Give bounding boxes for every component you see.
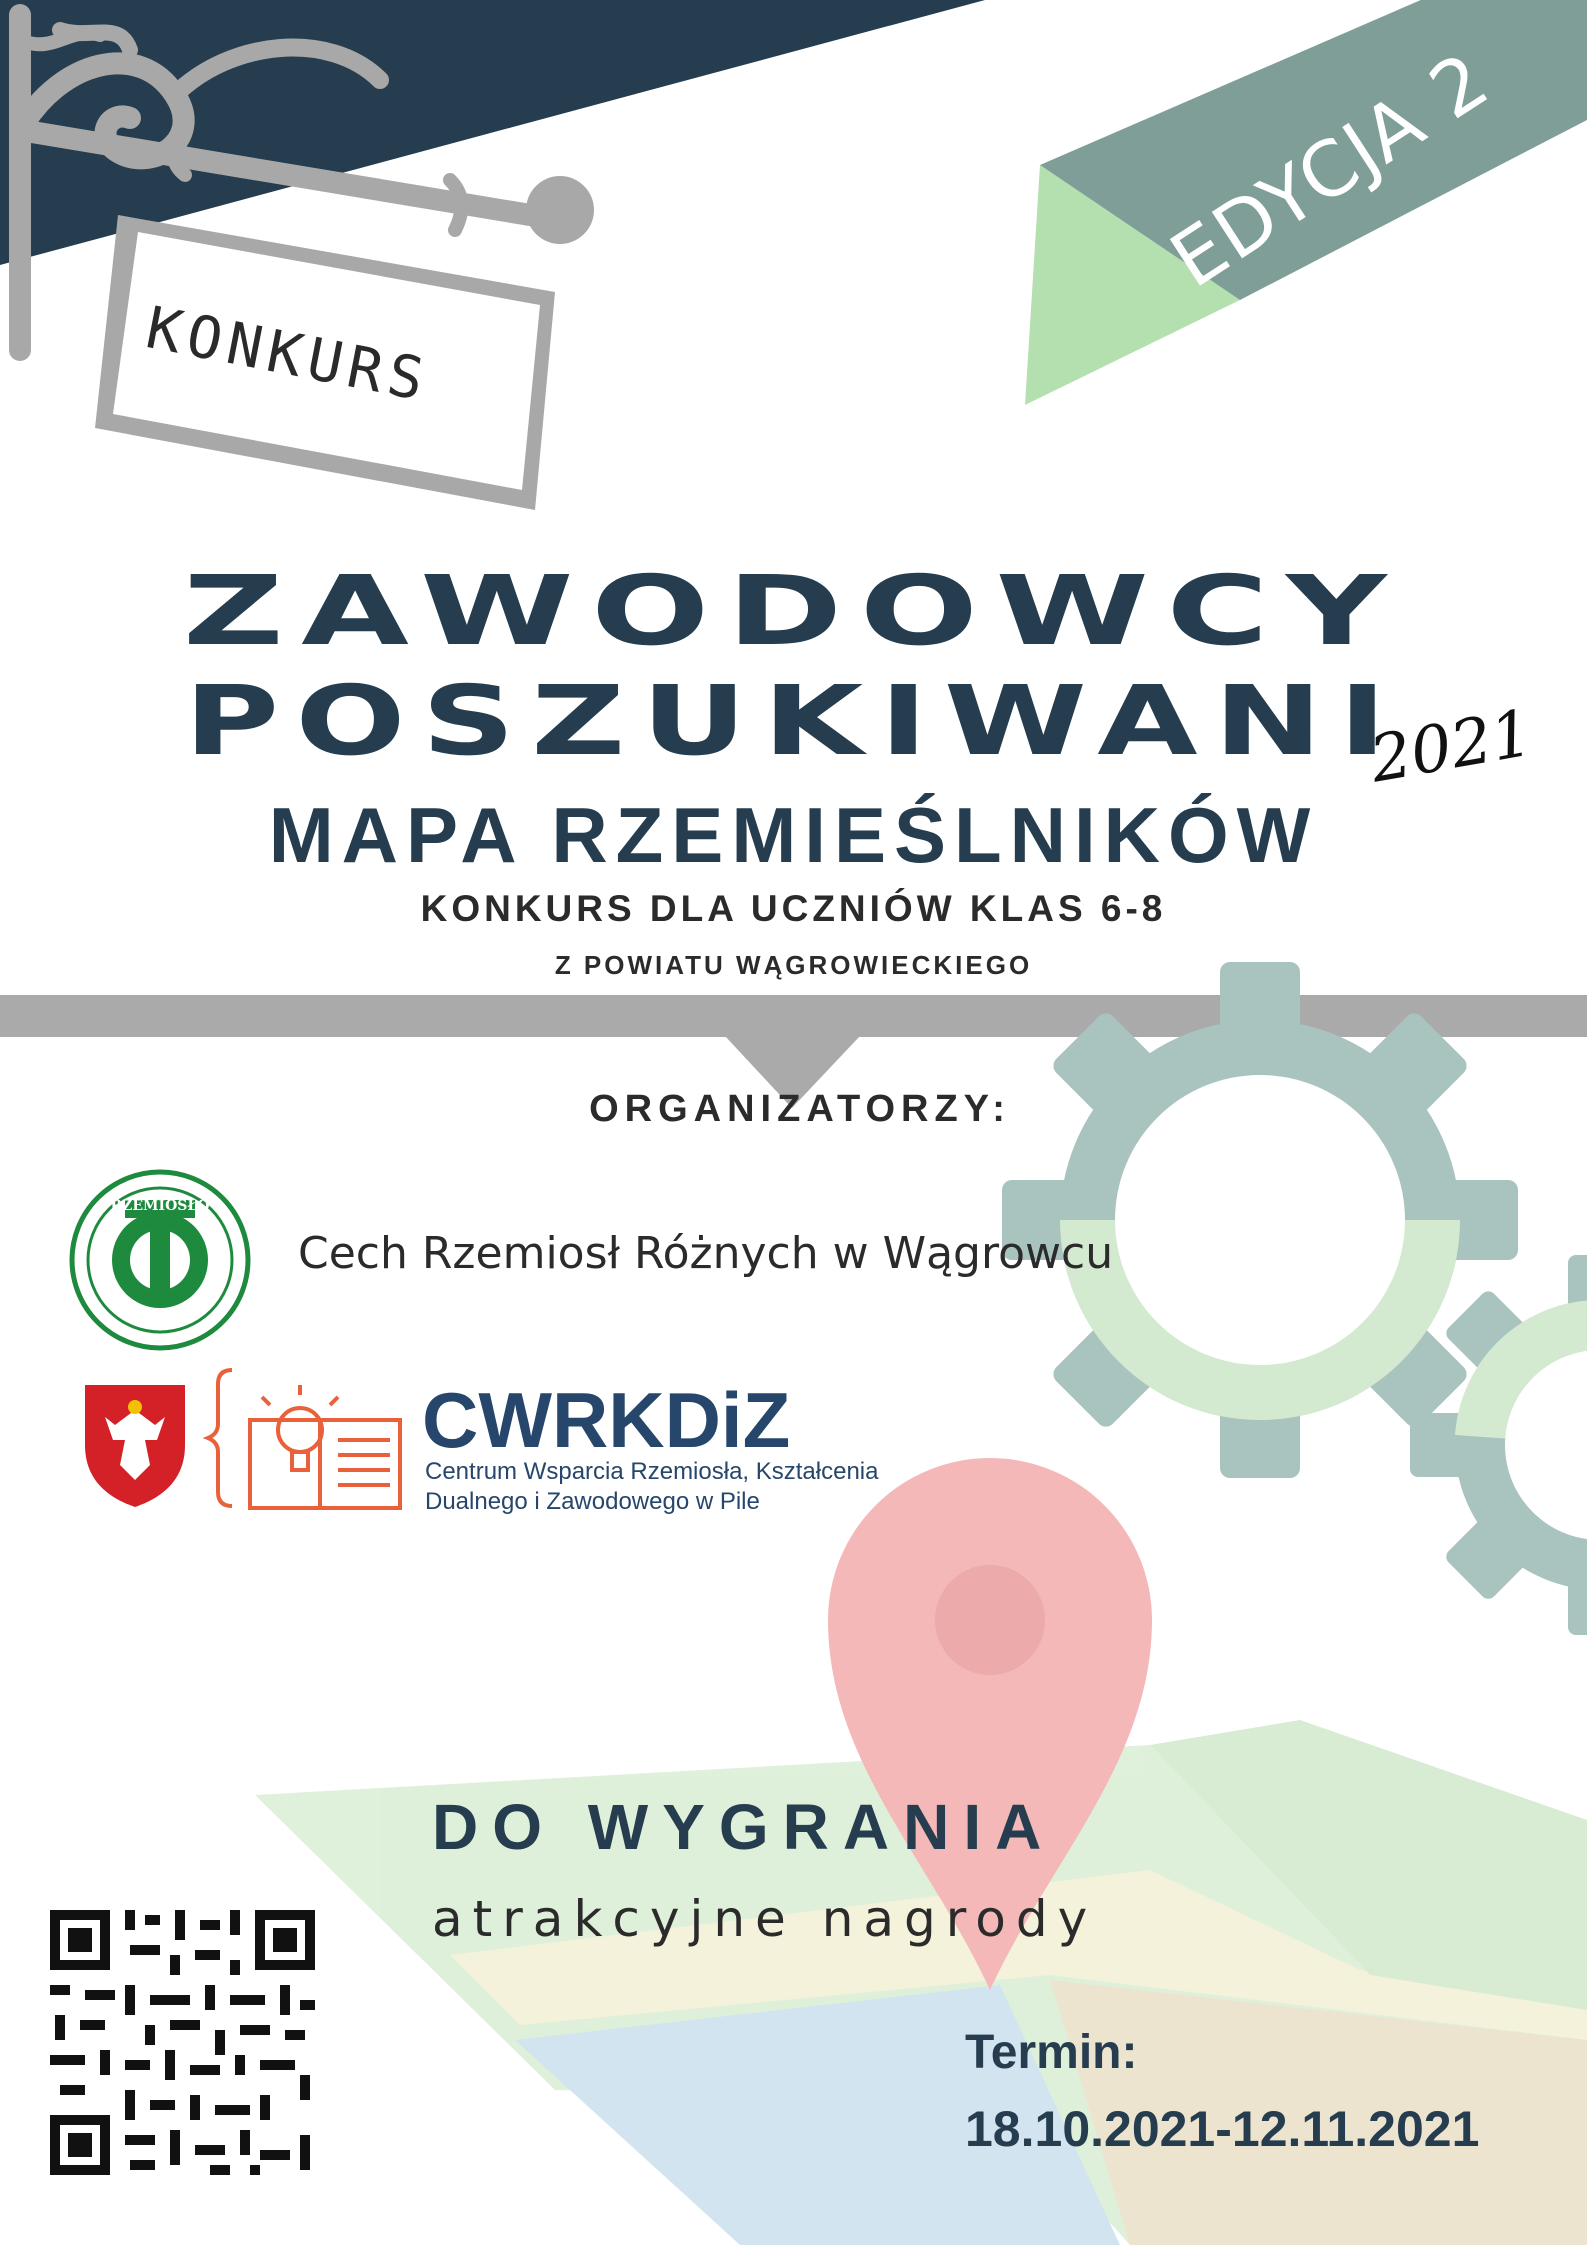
- year-label: 2021: [1364, 696, 1539, 798]
- bracket-knob: [526, 176, 594, 244]
- subtitle: MAPA RZEMIEŚLNIKÓW: [268, 791, 1319, 879]
- organizer-full-line-1: Centrum Wsparcia Rzemiosła, Kształcenia: [425, 1458, 879, 1485]
- organizers-heading: ORGANIZATORZY:: [589, 1088, 1011, 1130]
- tagline: KONKURS DLA UCZNIÓW KLAS 6-8: [420, 888, 1167, 929]
- lightbulb-book-icon: [208, 1370, 400, 1508]
- cech-logo-icon: [72, 1172, 248, 1348]
- prize-heading: DO WYGRANIA: [432, 1791, 1056, 1863]
- title-line-2: POSZUKIWANI: [184, 665, 1403, 777]
- gear-icon: [1002, 962, 1518, 1478]
- organizer-name-cech: Cech Rzemiosł Różnych w Wągrowcu: [298, 1228, 1114, 1279]
- tagline-region: Z POWIATU WĄGROWIECKIEGO: [554, 950, 1033, 980]
- coat-of-arms-icon: [85, 1385, 185, 1507]
- deadline-label: Termin:: [965, 2026, 1138, 2079]
- divider-bar: [0, 995, 1587, 1037]
- sign-label: KONKURS: [140, 293, 436, 415]
- organizer-full-line-2: Dualnego i Zawodowego w Pile: [425, 1488, 760, 1515]
- cech-logo-text: RZEMIOSŁO: [110, 1198, 210, 1214]
- deadline-value: 18.10.2021-12.11.2021: [965, 2101, 1480, 2157]
- qr-code-icon: [45, 1905, 320, 2180]
- organizer-short-cwrkdiz: CWRKDiZ: [422, 1376, 791, 1464]
- title-line-1: ZAWODOWCY: [182, 555, 1405, 667]
- edition-label: EDYCJA 2: [1155, 34, 1505, 305]
- prize-subheading: atrakcyjne nagrody: [432, 1890, 1098, 1948]
